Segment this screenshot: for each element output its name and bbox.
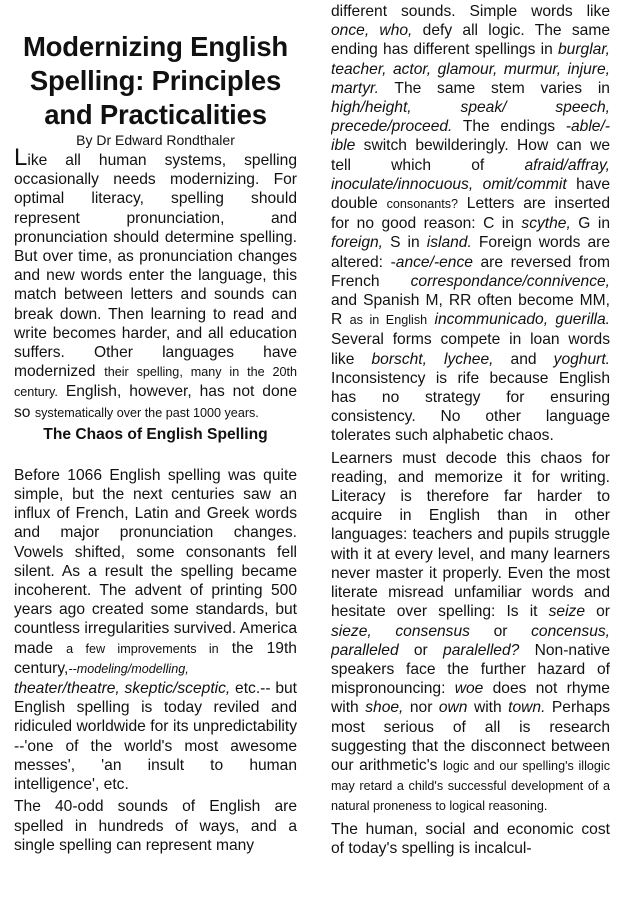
history-paragraph: Before 1066 English spelling was quite simple, but the next centuries saw an influx of French, Latin and Greek words and major pronunciation changes. Vowels shifted, some consonants fell silent. As a result the spelling became incoherent. The advent of printing 500 years ago created some standards, but countless irregularities survived. America made a few improvements in the 19th century,--modeling/modelling, theater/theatre, skeptic/sceptic, etc.-- but English spelling is today reviled and ridiculed worldwide for its unpredictability --'one of the world's most awesome messes', 'an insult to human intelligence', etc. <box>14 466 297 794</box>
left-column <box>14 0 297 924</box>
byline: By Dr Edward Rondthaler <box>76 132 235 148</box>
cost-paragraph: The human, social and economic cost of today's spelling is incalcul- <box>331 820 610 857</box>
examples-paragraph: different sounds. Simple words like once, who, defy all logic. The same ending has different spellings in burglar, teacher, actor, glamour, murmur, injure, martyr. The same stem varies in high/height, speak/ speech, precede/proceed. The endings -able/-ible switch bewilderingly. How can we tell which of afraid/affray, inoculate/innocuous, omit/commit have double consonants? Letters are inserted for no good reason: C in scythe, G in foreign, S in island. Foreign words are altered: -ance/-ence are reversed from French correspondance/connivence, and Spanish M, RR often become MM, R as in English incommunicado, guerilla. Several forms compete in loan words like borscht, lychee, and yoghurt. Inconsistency is rife because English has no strategy for ensuring consistency. No other language tolerates such alphabetic chaos. <box>331 3 610 445</box>
learners-paragraph: Learners must decode this chaos for reading, and memorize it for writing. Literacy is therefore far harder to acquire in English than in other languages: teachers and pupils struggle with it at every level, and many learners never master it properly. Even the most literate misread unfamiliar words and hesitate over spelling: Is it seize or sieze, consensus or concensus, paralleled or paralelled? Non-native speakers face the further hazard of mispronouncing: woe does not rhyme with shoe, nor own with town. Perhaps most serious of all is research suggesting that the disconnect between our arithmetic's logic and our spelling's illogic may retard a child's successful development of a natural proneness to logical reasoning. <box>331 449 610 814</box>
intro-paragraph: Like all human systems, spelling occasionally needs modernizing. For optimal literacy, spelling should represent pronunciation, and pronunciation should determine spelling. But over time, as pronunciation changes and new words enter the language, this match between letters and sounds can break down. Then learning to read and write becomes harder, and all education suffers. Other languages have modernized their spelling, many in the 20th century. English, however, has not done so systematically over the past 1000 years. <box>14 144 297 421</box>
right-column <box>331 0 610 924</box>
drop-cap: L <box>14 144 28 171</box>
section-heading: The Chaos of English Spelling <box>43 425 268 443</box>
sounds-paragraph: The 40-odd sounds of English are spelled in hundreds of ways, and a single spelling can represent many <box>14 798 297 854</box>
article-title: Modernizing English Spelling: Principles and Practicalities <box>22 31 289 130</box>
